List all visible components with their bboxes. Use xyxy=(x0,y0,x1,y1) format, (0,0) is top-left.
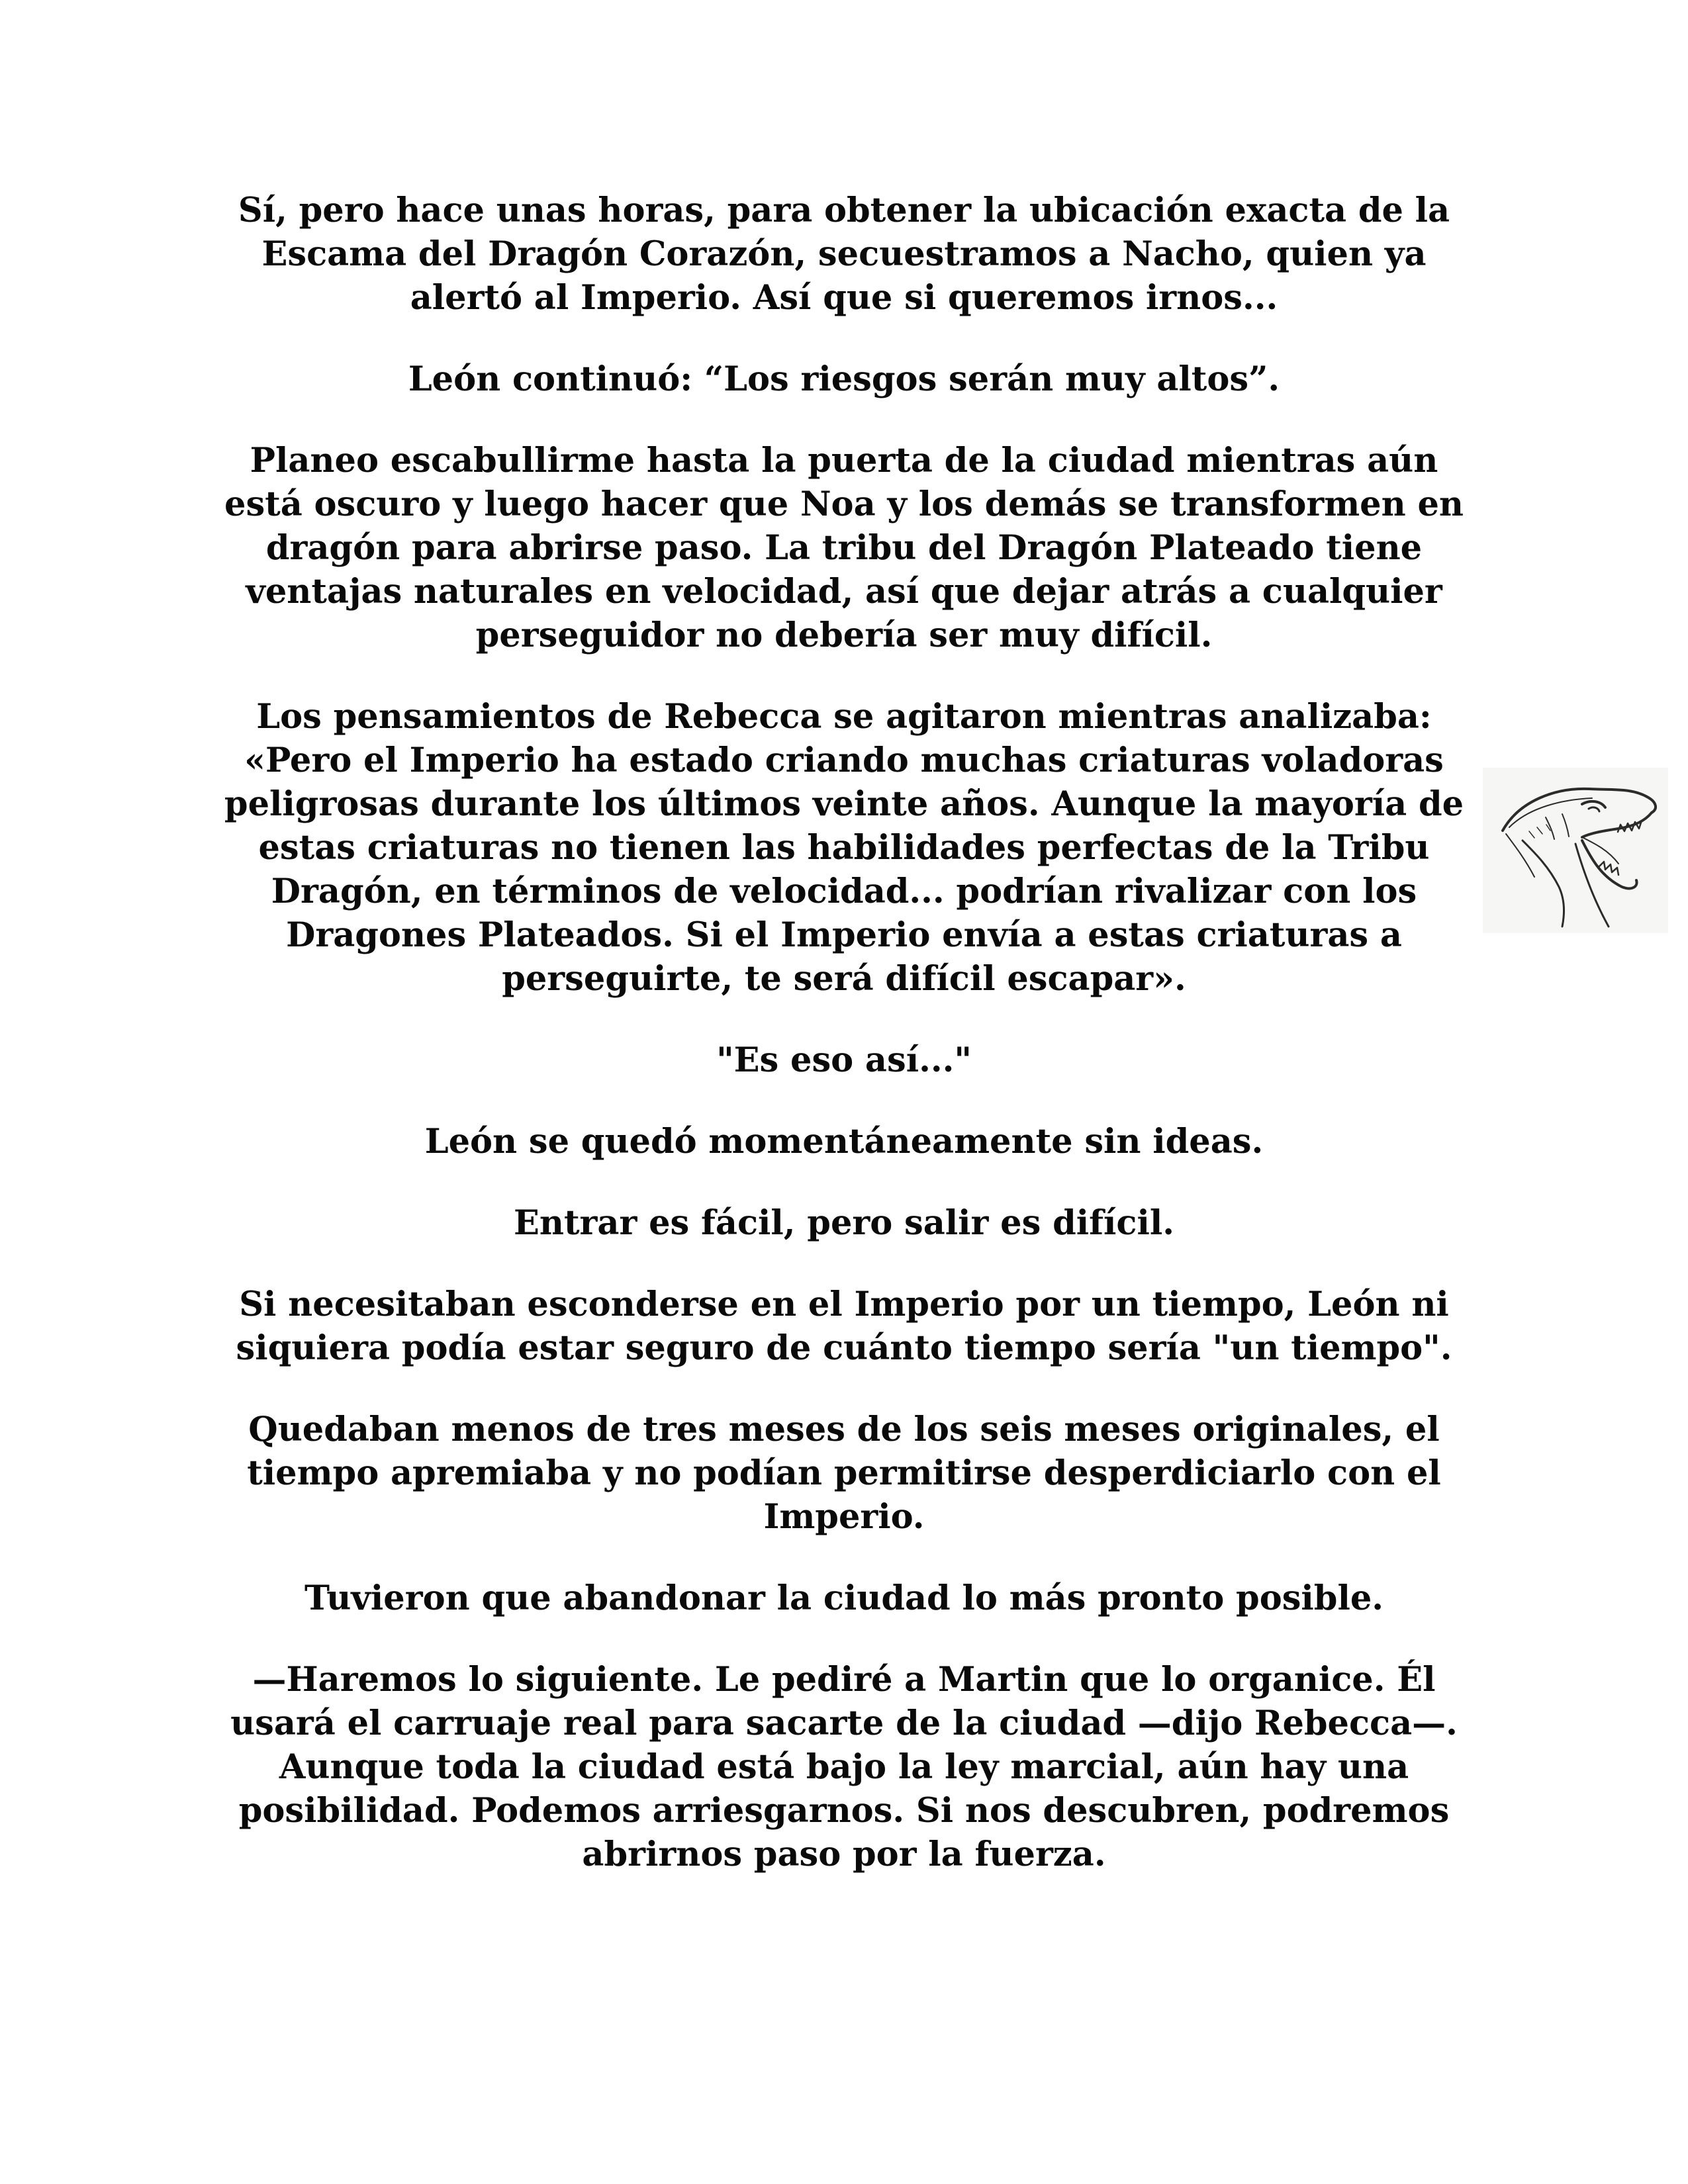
paragraph-11: —Haremos lo siguiente. Le pediré a Martin que lo organice. Él usará el carruaje real para sacarte de la ciudad —dijo Rebecca—. Aunque toda la ciudad está bajo la ley marcial, aún hay una posibilidad. Podemos arriesgarnos. Si nos descubren, podremos abrirnos paso por la fuerza. xyxy=(230,1660,1458,1874)
paragraph-9: Quedaban menos de tres meses de los seis meses originales, el tiempo apremiaba y no podían permitirse desperdiciarlo con el Imperio. xyxy=(247,1410,1441,1537)
paragraph-3: Planeo escabullirme hasta la puerta de la ciudad mientras aún está oscuro y luego hacer que Noa y los demás se transformen en dragón para abrirse paso. La tribu del Dragón Plateado tiene ventajas naturales en velocidad, así que dejar atrás a cualquier perseguidor no debería ser muy difícil. xyxy=(224,441,1464,655)
paragraph-5: "Es eso así..." xyxy=(716,1040,972,1080)
paragraph-2: León continuó: “Los riesgos serán muy altos”. xyxy=(408,359,1280,399)
story-text xyxy=(218,189,1470,1914)
paragraph-4: Los pensamientos de Rebecca se agitaron mientras analizaba: «Pero el Imperio ha estado criando muchas criaturas voladoras peligrosas durante los últimos veinte años. Aunque la mayoría de estas criaturas no tienen las habilidades perfectas de la Tribu Dragón, en términos de velocidad... podrían rivalizar con los Dragones Plateados. Si el Imperio envía a estas criaturas a perseguirte, te será difícil escapar». xyxy=(224,697,1464,999)
paragraph-7: Entrar es fácil, pero salir es difícil. xyxy=(514,1203,1174,1243)
paragraph-6: León se quedó momentáneamente sin ideas. xyxy=(424,1122,1264,1161)
dinosaur-head-sketch-icon xyxy=(1483,768,1668,933)
paragraph-10: Tuvieron que abandonar la ciudad lo más pronto posible. xyxy=(304,1578,1384,1618)
paragraph-8: Si necesitaban esconderse en el Imperio por un tiempo, León ni siquiera podía estar seguro de cuánto tiempo sería "un tiempo". xyxy=(236,1285,1452,1368)
paragraph-1: Sí, pero hace unas horas, para obtener la ubicación exacta de la Escama del Dragón Corazón, secuestramos a Nacho, quien ya alertó al Imperio. Así que si queremos irnos... xyxy=(238,191,1450,318)
